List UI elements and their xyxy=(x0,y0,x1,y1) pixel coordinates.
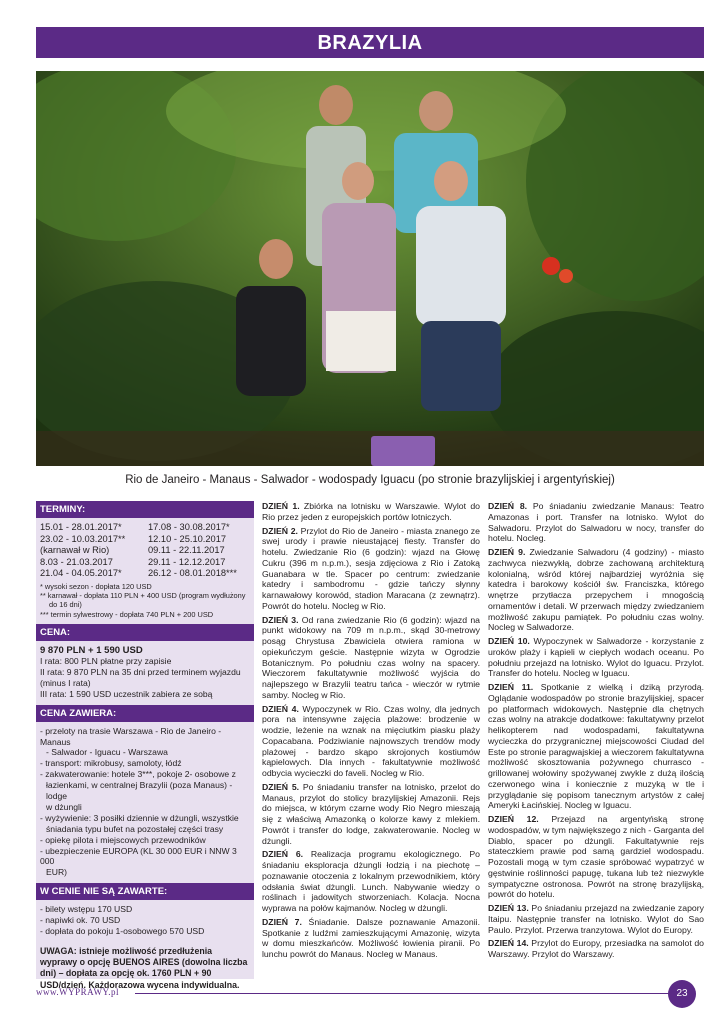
term-date: 26.12 - 08.01.2018*** xyxy=(148,568,237,579)
day-text: Wypoczynek w Rio. Czas wolny, dla jednych pora na intensywne zajęcia plażowe: brodzenie w wodzie, leżenie na wznak na mięciutkim piasku plaży Copacabana. Podziwianie najnowszych trendów mody plażowej - bardzo skąpo skrojonych kostiumów kąpielowych. Dla innych - fakultatywnie możliwość odbycia wycieczki do faveli. Nocleg w Rio. xyxy=(262,703,480,778)
day-entry xyxy=(488,547,704,633)
day-label: DZIEŃ 4. xyxy=(262,703,299,714)
included-item: - opiekę pilota i miejscowych przewodników xyxy=(40,834,206,845)
day-entry xyxy=(262,501,480,523)
day-label: DZIEŃ 8. xyxy=(488,501,528,511)
day-label: DZIEŃ 10. xyxy=(488,636,530,646)
term-note: *** termin sylwestrowy - dopłata 740 PLN + 200 USD xyxy=(40,609,214,619)
day-text: Spotkanie z wielką i dziką przyrodą. Oglądanie wodospadów po stronie brazylijskiej, spacer po platformach widokowych. Następnie dla chętnych czas wolny na atrakcje dodatkowe: fakultatywny przelot helikopterem nad wodospadami, fakultatywna wycieczka do przygranicznej miejscowości Ciudad del Este po stronie paragwajskiej a wieczorem fakultatywna możliwość skosztowania pożywnego churrasco - grillowanej wołowiny spożywanej zwykle z dużą ilością czerwonego wina i koniecznie z muzyką w tle i przyglądanie się popisom tanecznym artystów z całej Ameryki Łacińskiej. Nocleg w Iguacu. xyxy=(488,682,704,811)
included-item: śniadania typu bufet na pozostałej części trasy xyxy=(46,823,224,834)
term-date: 21.04 - 04.05.2017* xyxy=(40,568,122,579)
day-entry xyxy=(488,814,704,900)
cena-heading: CENA: xyxy=(36,624,254,641)
day-entry xyxy=(262,782,480,847)
term-date: (karnawał w Rio) xyxy=(40,545,110,556)
day-text: Zwiedzanie Salwadoru (4 godziny) - miasto zachwyca niezwykłą, dobrze zachowaną architekturą kolonialną, wśród której najbardziej wyróżnia się katedra i barokowy kościół św. Franciszka, którego wnętrze przytłacza przepychem i mnogością ornamentów i detali. W przerwach między zwiedzaniem możliwość zakupu pamiątek. Po południu czas wolny. Nocleg w Salwadorze. xyxy=(488,547,704,633)
included-item: łazienkami, w centralnej Brazylii (poza Manaus) - lodge xyxy=(46,780,233,802)
day-text: Przejazd na argentyńską stronę wodospadów, w tym największego z nich - Garganta del Diablo, spacer po dżungli. Fakultatywnie rejs stateczkiem prawie pod samą gardziel wodospadu. Pozostali mogą w tym czasie spróbować wypatrzyć w gęstwinie roślinności papugę, tukana lub też niezwykle sympatyczne ostronosa. Powrót na stronę brazylijską, powrót do hotelu. xyxy=(488,814,704,900)
excluded-item: - bilety wstępu 170 USD xyxy=(40,904,133,915)
footer-divider xyxy=(135,993,670,994)
terminy-heading: TERMINY: xyxy=(36,501,254,518)
day-text: Wypoczynek w Salwadorze - korzystanie z uroków plaży i kąpieli w ciepłych wodach oceanu. Po południu przejazd na lotnisko. Wylot do Iguacu. Przylot. Transfer do hotelu. Nocleg w Iguacu. xyxy=(488,636,704,679)
term-date: 09.11 - 22.11.2017 xyxy=(148,545,225,556)
included-item: - przeloty na trasie Warszawa - Rio de Janeiro - Manaus xyxy=(40,725,222,747)
page-title: BRAZYLIA xyxy=(36,27,704,58)
day-text: Po śniadaniu transfer na lotnisko, przelot do Manaus, przylot do stolicy brazylijskiej Amazonii. Rejs do miejsca, w którym czarne wody Rio Negro mieszają się z właściwą Amazonką o kolorze kawy z mlekiem. Powrót i transfer do lodge, zakwaterowanie. Nocleg w dżungli. xyxy=(262,781,480,846)
day-entry xyxy=(262,704,480,779)
day-label: DZIEŃ 12. xyxy=(488,814,539,824)
day-label: DZIEŃ 2. xyxy=(262,525,298,536)
jungle-photo-illustration xyxy=(36,71,704,466)
included-item: - wyżywienie: 3 posiłki dziennie w dżungli, wszystkie xyxy=(40,812,239,823)
group-photo xyxy=(36,71,704,466)
nie-zawarte-body xyxy=(36,900,254,942)
price-line: (minus I rata) xyxy=(40,677,91,688)
day-entry xyxy=(488,636,704,679)
day-text: Przylot do Europy, przesiadka na samolot do Warszawy. Przylot do Warszawy. xyxy=(488,938,704,959)
day-text: Śniadanie. Dalsze poznawanie Amazonii. Spotkanie z ludźmi zamieszkującymi Amazonię, wizyta w domu mieszkańców. Możliwość łowienia piranii. Po lunchu powrót do Manaus. Nocleg w Manaus. xyxy=(262,916,480,959)
photo-caption: Rio de Janeiro - Manaus - Salwador - wodospady Iguacu (po stronie brazylijskiej i argentyńskiej) xyxy=(125,474,615,486)
day-entry xyxy=(262,615,480,701)
term-date: 17.08 - 30.08.2017* xyxy=(148,522,230,532)
day-text: Przylot do Rio de Janeiro - miasta znanego ze swej urody i prawie nieustającej fiesty. Transfer do hotelu. Zwiedzanie Rio (6 godzin): wjazd na Głowę Cukru (396 m n.p.m.), sesja zdjęciowa z Rio i Zatoką Guanabara w tle. Spacer po centrum: zwiedzanie katedry i sambodromu - gdzie tańczy słynny karnawałowy korowód, stadion Maracana (z zewnątrz). Powrót do hotelu. Nocleg w Rio. xyxy=(262,525,480,611)
itinerary-column-1 xyxy=(262,501,480,963)
included-item: - ubezpieczenie EUROPA (KL 30 000 EUR i NNW 3 000 xyxy=(40,845,237,867)
terminy-dates xyxy=(40,522,250,580)
price-line: III rata: 1 590 USD uczestnik zabiera ze sobą xyxy=(40,688,213,699)
day-label: DZIEŃ 7. xyxy=(262,916,302,927)
term-note: * wysoki sezon - dopłata 120 USD xyxy=(40,581,152,591)
term-date: 12.10 - 25.10.2017 xyxy=(148,533,227,544)
day-label: DZIEŃ 14. xyxy=(488,938,529,949)
day-entry xyxy=(488,501,704,544)
term-date: 23.02 - 10.03.2017** xyxy=(40,533,126,544)
zawiera-body xyxy=(36,722,254,884)
day-entry xyxy=(488,682,704,811)
day-entry xyxy=(262,917,480,960)
day-text: Po śniadaniu przejazd na zwiedzanie zapory Itaipu. Następnie transfer na lotnisko. Wylot do Sao Paulo. Przylot. Przerwa tranzytowa. Wylot do Europy. xyxy=(488,903,704,935)
term-date: 8.03 - 21.03.2017 xyxy=(40,556,113,567)
terminy-body xyxy=(36,518,254,624)
term-date: 15.01 - 28.01.2017* xyxy=(40,522,122,532)
day-entry xyxy=(262,849,480,914)
day-entry xyxy=(488,938,704,960)
term-note: ** karnawał - dopłata 110 PLN + 400 USD (program wydłużony xyxy=(40,591,246,601)
day-label: DZIEŃ 5. xyxy=(262,781,300,792)
day-label: DZIEŃ 13. xyxy=(488,903,529,913)
day-text: Od rana zwiedzanie Rio (6 godzin): wjazd na punkt widokowy na 709 m n.p.m., skąd 30-metrowy posąg Chrystusa Zbawiciela otwiera ramiona w opiekuńczym geście. Następnie wizyta w Ogrodzie Botanicznym. Po południu czas wolny na spacery. Wieczorem fakultatywnie możliwość wyjścia do najlepszego w Brazylii teatru tańca - wieczór w rytmie samby. Nocleg w Rio. xyxy=(262,614,480,700)
day-entry xyxy=(488,903,704,935)
excluded-item: - dopłata do pokoju 1-osobowego 570 USD xyxy=(40,926,205,937)
included-item: - transport: mikrobusy, samoloty, łódź xyxy=(40,758,182,769)
term-date: 29.11 - 12.12.2017 xyxy=(148,556,226,567)
included-item: - zakwaterowanie: hotele 3***, pokoje 2- osobowe z xyxy=(40,769,236,780)
day-text: Po śniadaniu zwiedzanie Manaus: Teatro Amazonas i port. Transfer na lotnisko. Wylot do Salwadoru. Przylot do Salwadoru w nocy, transfer do hotelu. Nocleg. xyxy=(488,501,704,544)
included-item: w dżungli xyxy=(46,801,82,812)
day-label: DZIEŃ 11. xyxy=(488,682,534,692)
nie-zawarte-heading: W CENIE NIE SĄ ZAWARTE: xyxy=(36,883,254,900)
included-item: - Salwador - Iguacu - Warszawa xyxy=(46,747,168,758)
day-label: DZIEŃ 6. xyxy=(262,849,304,860)
footer-website[interactable]: www.WYPRAWY.pl xyxy=(36,987,120,997)
page-number: 23 xyxy=(668,980,696,1008)
price-line: II rata: 9 870 PLN na 35 dni przed terminem wyjazdu xyxy=(40,666,241,677)
day-label: DZIEŃ 9. xyxy=(488,547,526,557)
info-sidebar xyxy=(36,501,254,990)
price-line: I rata: 800 PLN płatne przy zapisie xyxy=(40,655,172,666)
day-text: Realizacja programu ekologicznego. Po śniadaniu eksploracja dżungli łodzią i na piechotę – poznawanie otoczenia z lokalnym przewodnikiem, który odsłania świat dżungli. Lunch. Nabywanie wiedzy o roślinach i jadowitych stworzeniach. Kolacja. Nocna wyprawa na połów kajmanów. Nocleg w dżungli. xyxy=(262,849,480,913)
cena-body xyxy=(36,641,254,705)
term-note: do 16 dni) xyxy=(49,600,82,610)
day-text: Zbiórka na lotnisku w Warszawie. Wylot do Rio przez jeden z europejskich portów lotniczych. xyxy=(262,501,480,522)
uwaga-note: UWAGA: istnieje możliwość przedłużenia wyprawy o opcję BUENOS AIRES (dowolna liczba dni) – dopłata za opcję ok. 1760 PLN + 90 USD/dzień. Każdorazowa wycena indywidualna. xyxy=(40,946,248,990)
zawiera-heading: CENA ZAWIERA: xyxy=(36,705,254,722)
included-item: EUR) xyxy=(46,867,68,878)
day-label: DZIEŃ 1. xyxy=(262,501,300,511)
itinerary-column-2 xyxy=(488,501,704,963)
price-main: 9 870 PLN + 1 590 USD xyxy=(40,644,143,656)
excluded-item: - napiwki ok. 70 USD xyxy=(40,915,121,926)
day-entry xyxy=(262,526,480,612)
day-label: DZIEŃ 3. xyxy=(262,614,299,625)
